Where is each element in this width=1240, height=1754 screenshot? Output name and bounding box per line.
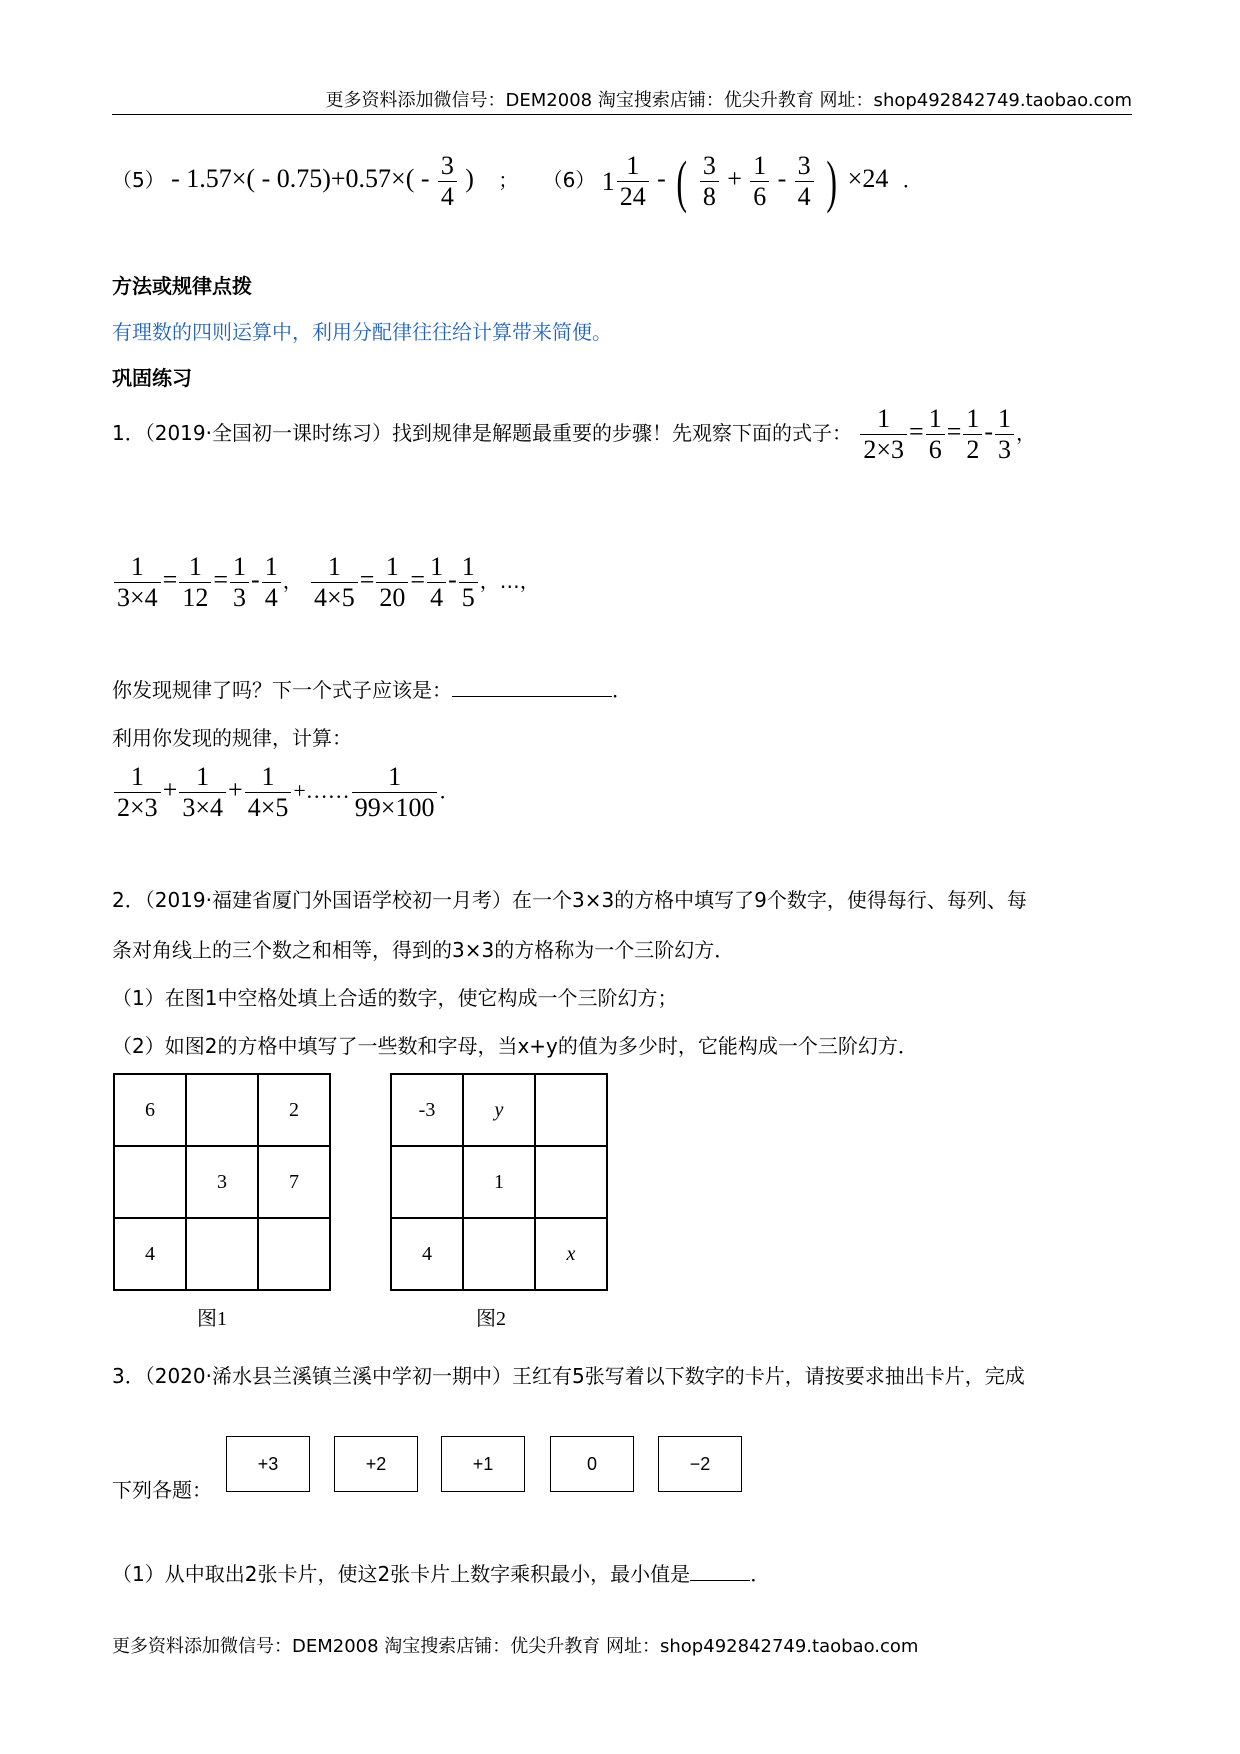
p6-mixed-number bbox=[602, 151, 651, 212]
q1-frac-b: $\frac{1}{6}$ bbox=[926, 404, 945, 465]
q1-calc: 利用你发现的规律，计算： bbox=[112, 726, 352, 750]
q1-sum-line: $\frac{1}{2\times 3}$ + $\frac{1}{3\times 4}$ + $\frac{1}{4\times 5}$ +…… $\frac{1}{99\times 100}$ ． bbox=[112, 762, 459, 823]
p6-frac-b bbox=[750, 151, 769, 212]
p5-close: ) bbox=[465, 164, 474, 193]
q1-frac-a: $\frac{1}{2\times 3}$ bbox=[860, 404, 907, 465]
magic-square-1: 6 2 3 7 4 bbox=[113, 1073, 331, 1291]
number-card[interactable]: +1 bbox=[441, 1436, 525, 1492]
p5-den: 4 bbox=[438, 181, 457, 212]
p6-label: （6） bbox=[542, 168, 596, 192]
p6-minus: - bbox=[657, 164, 666, 193]
grid2-caption: 图2 bbox=[476, 1308, 506, 1330]
q2-intro: 2．（2019·福建省厦门外国语学校初一月考）在一个3×3的方格中填写了9个数字，使得每行、每列、每 bbox=[112, 888, 1027, 912]
number-card[interactable]: +2 bbox=[334, 1436, 418, 1492]
answer-blank[interactable] bbox=[452, 696, 612, 697]
method-text: 有理数的四则运算中，利用分配律往往给计算带来简便。 bbox=[112, 320, 612, 344]
p6-c-den: 4 bbox=[795, 181, 814, 212]
q3-part1: （1）从中取出2张卡片，使这2张卡片上数字乘积最小，最小值是 bbox=[112, 1562, 691, 1586]
page-footer: 更多资料添加微信号：DEM2008 淘宝搜索店铺：优尖升教育 网址：shop492842749.taobao.com bbox=[112, 1636, 919, 1657]
q1-frac-c: $\frac{1}{2}$ bbox=[963, 404, 982, 465]
q3-part1-line: （1）从中取出2张卡片，使这2张卡片上数字乘积最小，最小值是 ． bbox=[112, 1562, 771, 1586]
q2-part1: （1）在图1中空格处填上合适的数字，使它构成一个三阶幻方； bbox=[112, 986, 678, 1010]
p5-fraction bbox=[438, 151, 457, 212]
right-paren: ) bbox=[826, 149, 837, 214]
method-title: 方法或规律点拨 bbox=[112, 274, 252, 298]
q1-frac-d: $\frac{1}{3}$ bbox=[995, 404, 1014, 465]
p5-expression: - 1.57×( - 0.75)+0.57×( - bbox=[171, 164, 430, 193]
p6-den: 24 bbox=[617, 181, 649, 212]
p6-a-den: 8 bbox=[700, 181, 719, 212]
header-rule bbox=[112, 114, 1132, 115]
p6-a-num: 3 bbox=[702, 151, 716, 181]
grid1-caption: 图1 bbox=[197, 1308, 227, 1330]
number-card[interactable]: −2 bbox=[658, 1436, 742, 1492]
p6-tail: ×24 bbox=[847, 164, 889, 193]
q1-intro: 1．（2019·全国初一课时练习）找到规律是解题最重要的步骤！先观察下面的式子： bbox=[112, 420, 852, 445]
magic-square-2: -3 y 1 4 x bbox=[390, 1073, 608, 1291]
plus-sign: + bbox=[727, 164, 742, 193]
p6-b-num: 1 bbox=[753, 151, 767, 181]
q1-row2-tail: ，…， bbox=[479, 568, 540, 593]
q1-intro-line: 1．（2019·全国初一课时练习）找到规律是解题最重要的步骤！先观察下面的式子： $\frac{1}{2\times 3}$ = $\frac{1}{6}$ = $\frac{1}{2}$ - $\frac{1}{3}$ ， bbox=[112, 404, 1037, 464]
p6-fraction bbox=[617, 151, 649, 212]
p6-num: 1 bbox=[626, 151, 640, 181]
left-paren: ( bbox=[676, 149, 688, 214]
p5-num: 3 bbox=[440, 151, 454, 181]
number-card[interactable]: 0 bbox=[550, 1436, 634, 1492]
p6-frac-a bbox=[700, 151, 719, 212]
p6-b-den: 6 bbox=[750, 181, 769, 212]
answer-blank[interactable] bbox=[690, 1580, 750, 1581]
q1-ask: 你发现规律了吗？下一个式子应该是： bbox=[112, 678, 452, 702]
number-card[interactable]: +3 bbox=[226, 1436, 310, 1492]
p5-label: （5） bbox=[112, 168, 165, 192]
q1-pattern-line: $\frac{1}{3\times 4}$ = $\frac{1}{12}$ = $\frac{1}{3}$ - $\frac{1}{4}$ ， $\frac{1}{4\times 5}$ = $\frac{1}{20}$ = $\frac{1}{4}$ - $\frac{1}{5}$ ，…， bbox=[112, 552, 540, 613]
separator: ； bbox=[498, 168, 519, 192]
q3-intro: 3．（2020·浠水县兰溪镇兰溪中学初一期中）王红有5张写着以下数字的卡片，请按要求抽出卡片，完成 bbox=[112, 1364, 1025, 1388]
p6-whole: 1 bbox=[601, 166, 615, 196]
q2-intro2: 条对角线上的三个数之和相等，得到的3×3的方格称为一个三阶幻方． bbox=[112, 938, 735, 962]
p6-frac-c bbox=[795, 151, 814, 212]
minus-sign: - bbox=[777, 164, 787, 193]
problems-5-6 bbox=[112, 148, 923, 215]
q1-ask-line: 你发现规律了吗？下一个式子应该是： ． bbox=[112, 678, 632, 702]
p6-c-num: 3 bbox=[797, 151, 811, 181]
q3-lead: 下列各题： bbox=[112, 1478, 212, 1502]
practice-title: 巩固练习 bbox=[112, 366, 192, 390]
p6-end: ． bbox=[902, 168, 923, 192]
q2-part2: （2）如图2的方格中填写了一些数和字母，当x+y的值为多少时，它能构成一个三阶幻方． bbox=[112, 1034, 918, 1058]
page-header: 更多资料添加微信号：DEM2008 淘宝搜索店铺：优尖升教育 网址：shop492842749.taobao.com bbox=[325, 90, 1132, 111]
